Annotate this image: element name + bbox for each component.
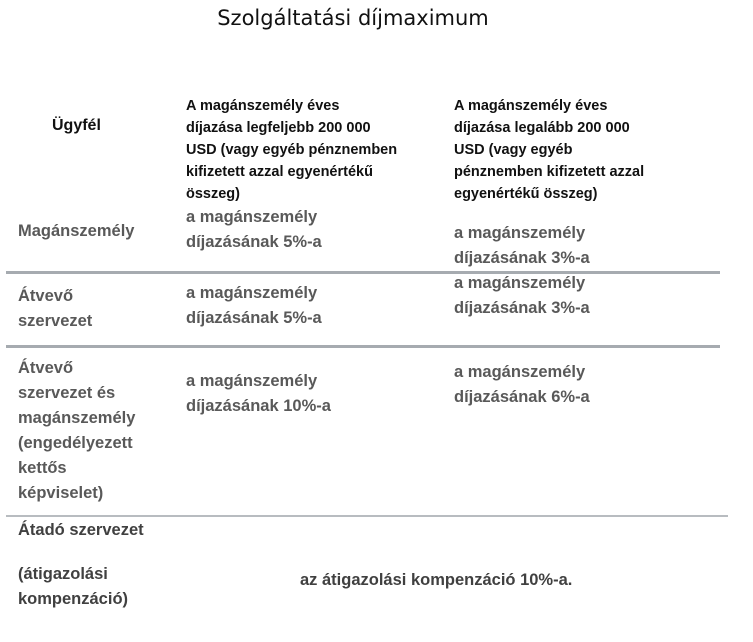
cell-line: a magánszemély — [454, 274, 586, 292]
cell-line: kompenzáció) — [18, 590, 129, 608]
cell-line: magánszemély — [18, 409, 136, 427]
header-col-b-line: díjazása legalább 200 000 — [454, 120, 630, 136]
header-col-a-line: összeg) — [186, 186, 240, 202]
row-receiving-org-col-a — [186, 281, 322, 331]
cell-line: a magánszemély — [186, 284, 318, 302]
cell-line: Átvevő — [18, 359, 74, 377]
header-col-b-line: A magánszemély éves — [454, 98, 608, 114]
header-col-b-line: egyenértékű összeg) — [454, 186, 598, 202]
cell-line: a magánszemély — [454, 363, 586, 381]
cell-line: díjazásának 3%-a — [454, 249, 590, 267]
row-divider — [6, 271, 720, 274]
cell-line: szervezet — [18, 312, 93, 330]
row-individual-col-b — [454, 221, 590, 271]
cell-line: (átigazolási — [18, 565, 108, 583]
cell-line: a magánszemély — [186, 372, 318, 390]
cell-line: kettős — [18, 459, 67, 477]
header-col-a-line: kifizetett azzal egyenértékű — [186, 164, 373, 180]
row-receiving-org-client — [18, 284, 92, 334]
cell-line: (engedélyezett — [18, 434, 133, 452]
cell-line: díjazásának 3%-a — [454, 299, 590, 317]
row-transferring-org-client — [18, 518, 144, 612]
cell-line — [18, 543, 144, 562]
cell-line: Átvevő — [18, 287, 74, 305]
header-col-b — [454, 95, 689, 205]
header-col-a-line: USD (vagy egyéb pénznemben — [186, 142, 398, 158]
cell-line: díjazásának 5%-a — [186, 309, 322, 327]
cell-line: Magánszemély — [18, 222, 135, 240]
cell-line: díjazásának 5%-a — [186, 233, 322, 251]
cell-line: díjazásának 10%-a — [186, 397, 331, 415]
row-individual-col-a — [186, 205, 322, 255]
header-col-b-line: USD (vagy egyéb — [454, 142, 573, 158]
header-col-a — [186, 95, 436, 205]
row-dual-representation-client — [18, 356, 135, 506]
row-divider — [6, 515, 728, 517]
row-receiving-org-col-b — [454, 271, 590, 321]
header-client: Ügyfél — [52, 117, 101, 134]
header-col-a-line: A magánszemély éves — [186, 98, 340, 114]
cell-line: a magánszemély — [454, 224, 586, 242]
cell-line: képviselet) — [18, 484, 104, 502]
cell-line: szervezet és — [18, 384, 116, 402]
cell-line: a magánszemély — [186, 208, 318, 226]
page-title: Szolgáltatási díjmaximum — [217, 6, 489, 30]
header-col-a-line: díjazása legfeljebb 200 000 — [186, 120, 371, 136]
row-dual-representation-col-b — [454, 360, 590, 410]
header-col-b-line: pénznemben kifizetett azzal — [454, 164, 645, 180]
row-transferring-org-merged: az átigazolási kompenzáció 10%-a. — [300, 571, 573, 589]
row-individual-client — [18, 219, 134, 244]
row-dual-representation-col-a — [186, 369, 331, 419]
cell-line: díjazásának 6%-a — [454, 388, 590, 406]
cell-line: Átadó szervezet — [18, 521, 144, 539]
row-divider — [6, 345, 720, 348]
